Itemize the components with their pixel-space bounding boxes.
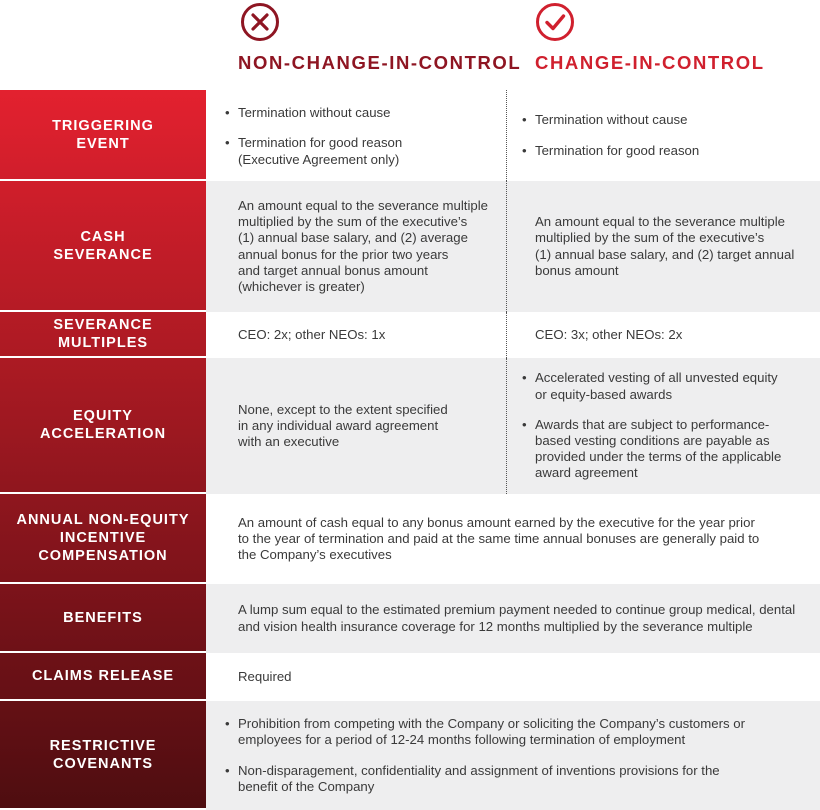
list-item: • Termination for good reason bbox=[522, 142, 700, 158]
row-cells bbox=[206, 358, 820, 494]
list-item: • Accelerated vesting of all unvested equity or equity-based awards bbox=[522, 370, 778, 402]
shared-cell-restrictive bbox=[206, 701, 820, 810]
row-label-claims-release: CLAIMS RELEASE bbox=[0, 653, 206, 701]
change-in-control-header bbox=[535, 0, 820, 90]
row-cells bbox=[206, 653, 820, 701]
row-cash-severance bbox=[0, 181, 820, 312]
bullet-list bbox=[522, 112, 816, 158]
ncic-cell-triggering bbox=[206, 90, 506, 181]
table-header bbox=[0, 0, 820, 90]
shared-cell-claims: Required bbox=[238, 668, 292, 684]
row-benefits bbox=[0, 584, 820, 653]
list-item: • Non-disparagement, confidentiality and assignment of inventions provisions for the benefit of the Company bbox=[225, 762, 720, 794]
row-cells bbox=[206, 584, 820, 653]
cic-cell-multiples: CEO: 3x; other NEOs: 2x bbox=[535, 326, 683, 342]
check-circle-icon bbox=[535, 2, 575, 42]
row-label-equity-acceleration: EQUITY ACCELERATION bbox=[0, 358, 206, 494]
cic-cell-cash: An amount equal to the severance multiple multiplied by the sum of the executive’s (1) annual base salary, and (2) target annual bonus amount bbox=[535, 214, 795, 278]
shared-cell-benefits: A lump sum equal to the estimated premium payment needed to continue group medical, dental and vision health insurance coverage for 12 months multiplied by the severance multiple bbox=[238, 602, 796, 634]
non-change-in-control-header bbox=[238, 0, 528, 90]
row-label-cash-severance: CASH SEVERANCE bbox=[0, 181, 206, 312]
row-label-triggering-event: TRIGGERING EVENT bbox=[0, 90, 206, 181]
row-cells bbox=[206, 181, 820, 312]
list-item: • Termination for good reason (Executive Agreement only) bbox=[225, 135, 403, 167]
list-item: • Termination without cause bbox=[522, 112, 688, 128]
non-change-in-control-title: NON-CHANGE-IN-CONTROL bbox=[238, 52, 522, 73]
row-cells bbox=[206, 494, 820, 584]
x-circle-icon bbox=[240, 2, 280, 42]
cic-cell-triggering bbox=[506, 90, 820, 181]
list-item: • Termination without cause bbox=[225, 105, 391, 121]
cic-cell-equity bbox=[506, 358, 820, 494]
change-in-control-title: CHANGE-IN-CONTROL bbox=[535, 52, 765, 73]
row-cells bbox=[206, 701, 820, 810]
list-item: • Prohibition from competing with the Company or soliciting the Company’s customers or employees for a period of 12-24 months following termination of employment bbox=[225, 716, 745, 748]
row-annual-non-equity bbox=[0, 494, 820, 584]
ncic-cell-cash: An amount equal to the severance multiple multiplied by the sum of the executive’s (1) annual base salary, and (2) average annual bonus for the prior two years and target annual bonus amount (whichever is greater) bbox=[238, 197, 488, 294]
row-severance-multiples bbox=[0, 312, 820, 358]
row-label-severance-multiples: SEVERANCE MULTIPLES bbox=[0, 312, 206, 358]
row-claims-release bbox=[0, 653, 820, 701]
row-restrictive-covenants bbox=[0, 701, 820, 810]
ncic-cell-multiples: CEO: 2x; other NEOs: 1x bbox=[238, 326, 386, 342]
row-equity-acceleration bbox=[0, 358, 820, 494]
bullet-list bbox=[225, 105, 498, 168]
row-triggering-event bbox=[0, 90, 820, 181]
shared-cell-annual: An amount of cash equal to any bonus amount earned by the executive for the year prior to the year of termination and paid at the same time annual bonuses are generally paid to the Company’s executives bbox=[238, 514, 760, 563]
list-item: • Awards that are subject to performance- based vesting conditions are payable as provided under the terms of the applicable award agreement bbox=[522, 416, 782, 481]
row-cells bbox=[206, 90, 820, 181]
row-label-benefits: BENEFITS bbox=[0, 584, 206, 653]
row-label-restrictive-covenants: RESTRICTIVE COVENANTS bbox=[0, 701, 206, 810]
bullet-list bbox=[522, 370, 816, 481]
row-cells bbox=[206, 312, 820, 358]
ncic-cell-equity: None, except to the extent specified in any individual award agreement with an executive bbox=[238, 401, 448, 450]
row-label-annual-non-equity: ANNUAL NON-EQUITY INCENTIVE COMPENSATION bbox=[0, 494, 206, 584]
bullet-list bbox=[225, 716, 820, 795]
